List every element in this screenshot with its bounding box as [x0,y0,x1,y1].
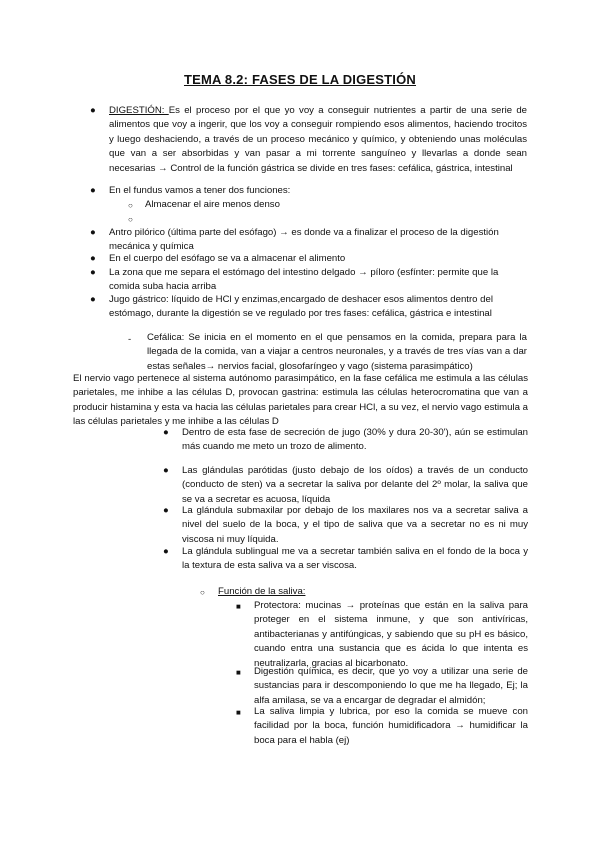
bullet-dot: ● [163,427,169,438]
funcion-saliva-heading: Función de la saliva: [218,586,306,597]
sublingual-item: La glándula sublingual me va a secretar también saliva en el fondo de la boca y la textura de esta saliva va a ser viscosa. [182,546,528,572]
secrecion-item: Dentro de esta fase de secreción de jugo (30% y dura 20-30'), aún se estimulan más cuando me meto un trozo de alimento. [182,427,528,453]
cuerpo-item: En el cuerpo del esófago se va a almacenar el alimento [109,253,346,264]
bullet-square: ■ [236,708,241,717]
bullet-dot: ● [90,227,96,238]
bullet-dot: ● [90,253,96,264]
limpia-item: La saliva limpia y lubrica, por eso la comida se mueve con facilidad por la boca, función humidificadora → humidificar la boca para el habla (ej) [254,706,528,746]
cefalica-item: Cefálica: Se inicia en el momento en el que pensamos en la comida, prepara para la llegada de la comida, van a viajar a centros neuronales, y a través de tres vías van a dar estas señales→ nervios facial, glosofaríngeo y vago (sistema parasimpático) [147,332,527,372]
bullet-circle: ○ [128,201,133,210]
bullet-dot: ● [90,185,96,196]
bullet-square: ■ [236,602,241,611]
bullet-dash: - [128,334,132,345]
bullet-dot: ● [90,105,96,116]
submaxilar-item: La glándula submaxilar por debajo de los maxilares nos va a secretar saliva a nivel del suelo de la boca, y el tipo de saliva que va a secretar no es ni muy viscosa ni muy líquida. [182,505,528,545]
bullet-square: ■ [236,668,241,677]
bullet-dot: ● [163,465,169,476]
digestion-label: DIGESTIÓN: [109,105,169,116]
zona-item: La zona que me separa el estómago del intestino delgado → píloro (esfínter: permite que la comida suba hacia arriba [109,267,499,293]
fundus-sub-item: Almacenar el aire menos denso [145,199,280,210]
parotidas-item: Las glándulas parótidas (justo debajo de los oídos) a través de un conducto (conducto de sten) va a secretar la saliva por delante del 2º molar, la saliva que se va a secretar es acuosa, líquida [182,465,528,505]
antro-item: Antro pilórico (última parte del esófago) → es donde va a finalizar el proceso de la digestión mecánica y química [109,227,499,253]
digestion-text: Es el proceso por el que yo voy a conseguir nutrientes a partir de una serie de alimentos que voy a ingerir, que los voy a conseguir rompiendo esos alimentos, haciendo trocitos y luego deshaciendo, a través de un proceso mecánico y químico, y obteniendo unas moléculas que van a ser absorbidas y van pasar a mi torrente sanguíneo y llevarlas a donde sean necesarias → Control de la función gástrica se divide en tres fases: cefálica, gástrica, intestinal [109,105,527,174]
bullet-circle: ○ [200,588,205,597]
nervio-paragraph: El nervio vago pertenece al sistema autónomo parasimpático, en la fase cefálica me estimula a las células parietales, me inhibe a las células D, provocan gastrina: estimula las células heterocromatina que van a producir histamina y esta va hacia las células parietales para crear HCl, a su vez, el nervio vago estimula a las células parietales y me inhibe a las células D [73,373,528,428]
bullet-circle: ○ [128,215,133,224]
quimica-item: Digestión química, es decir, que yo voy a utilizar una serie de sustancias para ir descomponiendo lo que me ha llegado, Ej; la alfa amilasa, se va a encargar de degradar el almidón; [254,666,528,706]
bullet-dot: ● [163,546,169,557]
bullet-dot: ● [90,294,96,305]
jugo-item: Jugo gástrico: líquido de HCl y enzimas,encargado de deshacer esos alimentos dentro del estómago, durante la digestión se ve regulado por tres fases: cefálica, gástrica e intestinal [109,294,493,320]
bullet-dot: ● [90,267,96,278]
bullet-dot: ● [163,505,169,516]
digestion-paragraph [109,104,527,176]
page-title: TEMA 8.2: FASES DE LA DIGESTIÓN [183,72,417,87]
protectora-item: Protectora: mucinas → proteínas que están en la saliva para proteger en el sistema inmune, y que son antivíricas, antibacterianas y antifúngicas, y sabiendo que su pH es básico, cuando entra una sustancia que es ácida lo que intenta es neutralizarla, gracias al bicarbonato. [254,600,528,669]
fundus-item: En el fundus vamos a tener dos funciones: [109,185,291,196]
